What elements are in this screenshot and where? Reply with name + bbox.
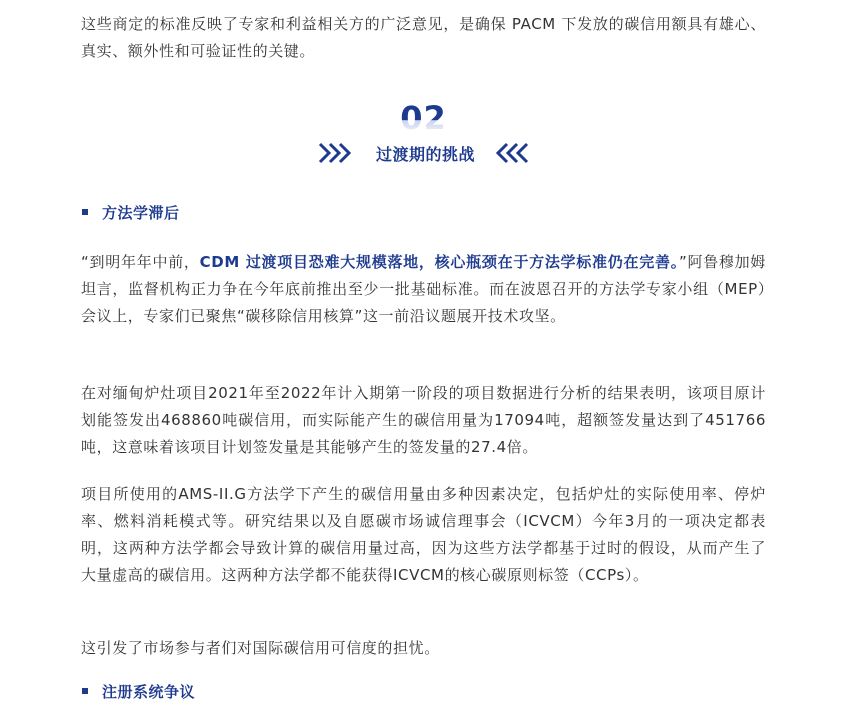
paragraph-methodology-factors: 项目所使用的AMS-II.G方法学下产生的碳信用量由多种因素决定，包括炉灶的实际使用率、停炉率、燃料消耗模式等。研究结果以及自愿碳市场诚信理事会（ICVCM）今年3月的一项决定都表明，这两种方法学都会导致计算的碳信用量过高，因为这些方法学都基于过时的假设，从而产生了大量虚高的碳信用。这两种方法学都不能获得ICVCM的核心碳原则标签（CCPs）。 [81, 485, 766, 584]
subheading-label: 方法学滞后 [102, 203, 180, 222]
subheading-registry-dispute [81, 680, 195, 702]
paragraph-myanmar-analysis: 在对缅甸炉灶项目2021年至2022年计入期第一阶段的项目数据进行分析的结果表明，该项目原计划能签发出468860吨碳信用，而实际能产生的碳信用量为17094吨，超额签发量达到了451766吨，这意味着该项目计划签发量是其能够产生的签发量的27.4倍。 [81, 384, 766, 456]
subheading-label: 注册系统争议 [102, 682, 196, 701]
section-title-row [81, 138, 766, 168]
square-bullet-icon [82, 209, 88, 215]
quote-open: “到明年年中前， [81, 253, 200, 271]
section-number: 02 [400, 99, 447, 137]
double-chevron-left-icon [493, 140, 529, 166]
paragraph-market-concern: 这引发了市场参与者们对国际碳信用可信度的担忧。 [81, 639, 440, 657]
paragraph-quote [81, 249, 766, 330]
quote-rest: ”阿鲁穆加姆坦言，监督机构正力争在今年底前推出至少一批基础标准。而在波恩召开的方法学专家小组（MEP）会议上，专家们已聚焦“碳移除信用核算”这一前沿议题展开技术攻坚。 [81, 253, 767, 325]
subheading-methodology-lag [81, 201, 180, 223]
square-bullet-icon [82, 688, 88, 694]
section-title: 过渡期的挑战 [375, 144, 475, 164]
double-chevron-right-icon [318, 140, 354, 166]
quote-emphasis: CDM 过渡项目恐难大规模落地，核心瓶颈在于方法学标准仍在完善。 [199, 253, 679, 271]
paragraph-standards: 这些商定的标准反映了专家和利益相关方的广泛意见，是确保 PACM 下发放的碳信用额具有雄心、真实、额外性和可验证性的关键。 [81, 15, 766, 60]
section-header [81, 98, 766, 168]
